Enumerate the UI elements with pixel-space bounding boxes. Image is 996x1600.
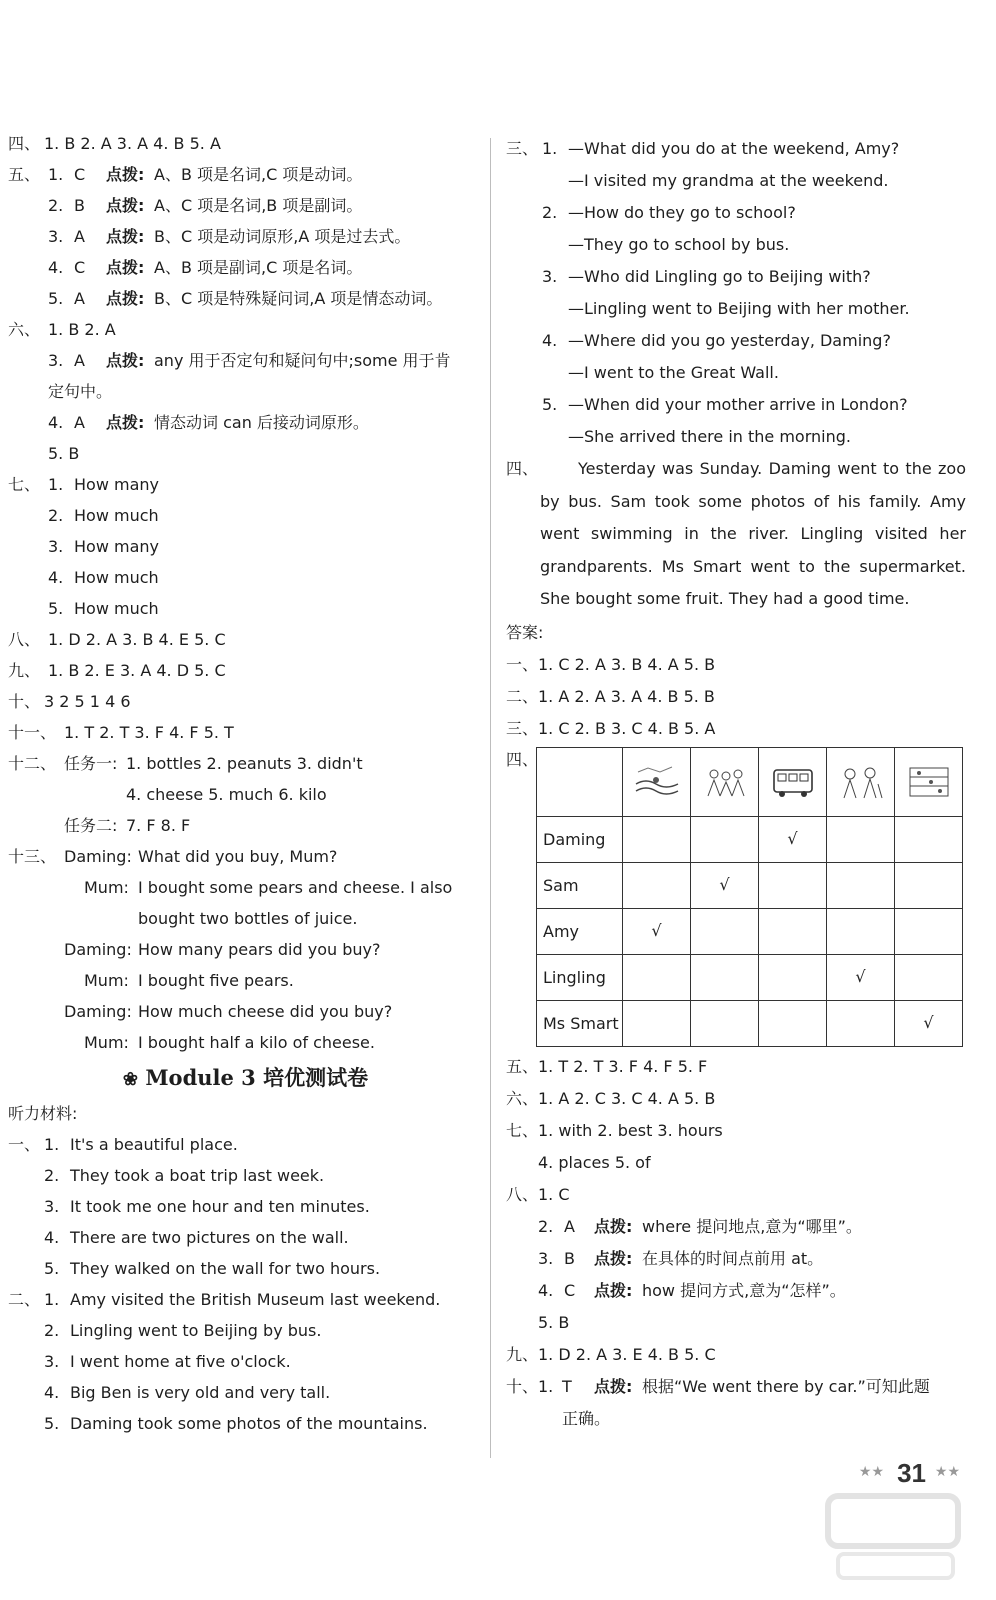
picture-bus <box>759 747 827 816</box>
grid-cell <box>691 954 759 1000</box>
grid-cell <box>623 1000 691 1046</box>
listening-2-item: 3. I went home at five o'clock. <box>44 1352 291 1371</box>
dialogue-answer: —They go to school by bus. <box>568 235 790 254</box>
section-6-item: 定句中。 <box>48 382 113 401</box>
grid-row <box>537 1000 963 1046</box>
dialogue-question: 3. —Who did Lingling go to Beijing with? <box>542 267 871 286</box>
row-name: Daming <box>537 816 623 862</box>
answer-7-line-2: 4. places 5. of <box>538 1152 651 1172</box>
picture-grandparents <box>827 747 895 816</box>
left-column <box>8 128 483 1439</box>
picture-river-swimming <box>623 747 691 816</box>
section-7-item: 2. How much <box>48 506 159 525</box>
dialogue-answer: —She arrived there in the morning. <box>568 427 851 446</box>
row-name: Lingling <box>537 954 623 1000</box>
grid-cell <box>759 862 827 908</box>
answer-3: 三、 1. C 2. B 3. C 4. B 5. A <box>506 718 716 738</box>
answers-label: 答案: <box>506 622 544 642</box>
module-title: ❀ Module 3 培优测试卷 <box>122 1065 369 1090</box>
answer-8-item: 2. A 点拨: where 提问地点,意为“哪里”。 <box>538 1216 862 1236</box>
stars-left: ★★ <box>858 1464 884 1480</box>
section-4: 四、 1. B 2. A 3. A 4. B 5. A <box>8 134 221 153</box>
answer-10: 十、 1. T 点拨: 根据“We went there by car.”可知此题 <box>506 1376 930 1396</box>
grid-cell <box>759 908 827 954</box>
section-7-item: 5. How much <box>48 599 159 618</box>
listening-1-item: 一、 1. It's a beautiful place. <box>8 1135 238 1154</box>
answer-8: 八、 1. C <box>506 1184 570 1204</box>
grid-cell <box>827 816 895 862</box>
section-13-line: 十三、 Daming: What did you buy, Mum? <box>8 847 338 866</box>
section-11: 十一、 1. T 2. T 3. F 4. F 5. T <box>8 723 234 742</box>
grid-row <box>537 816 963 862</box>
dialogue-question: 三、 1. —What did you do at the weekend, Amy? <box>506 139 900 158</box>
answer-5: 五、 1. T 2. T 3. F 4. F 5. F <box>506 1056 708 1076</box>
answer-4: 四、 Daming √ Sam √ Amy √ Lingling √ Ms Smart √ <box>506 745 986 1051</box>
dialogue-answer: —I went to the Great Wall. <box>568 363 779 382</box>
listening-1-item: 5. They walked on the wall for two hours. <box>44 1259 381 1278</box>
answer-2: 二、 1. A 2. A 3. A 4. B 5. B <box>506 686 715 706</box>
row-name: Sam <box>537 862 623 908</box>
grid-row <box>537 954 963 1000</box>
answer-1: 一、 1. C 2. A 3. B 4. A 5. B <box>506 654 716 674</box>
listening-2-item: 2. Lingling went to Beijing by bus. <box>44 1321 322 1340</box>
answer-7: 七、 1. with 2. best 3. hours <box>506 1120 723 1140</box>
section-7-item: 七、 1. How many <box>8 475 159 494</box>
grid-cell <box>827 908 895 954</box>
section-6-item: 4. A 点拨: 情态动词 can 后接动词原形。 <box>48 413 369 432</box>
grid-cell <box>895 954 963 1000</box>
listening-1-item: 2. They took a boat trip last week. <box>44 1166 325 1185</box>
grid-cell <box>691 816 759 862</box>
grid-cell <box>895 908 963 954</box>
section-4-passage: 四、 Yesterday was Sunday. Daming went to the zoo by bus. Sam took some photos of his family. Amy went swimming in the river. Lingling visited her grandparents. Ms Smart went to the supermarket. She bought some fruit. They had a good time. <box>506 459 966 608</box>
answer-10-line-2: 正确。 <box>562 1408 611 1428</box>
listening-2-item: 二、 1. Amy visited the British Museum last weekend. <box>8 1290 441 1309</box>
section-12-item: 4. cheese 5. much 6. kilo <box>126 785 327 804</box>
grid-cell <box>623 862 691 908</box>
grid-cell: √ <box>895 1000 963 1046</box>
dialogue-question: 2. —How do they go to school? <box>542 203 796 222</box>
section-5-item: 3. A 点拨: B、C 项是动词原形,A 项是过去式。 <box>48 227 411 246</box>
section-13-line: bought two bottles of juice. <box>138 909 358 928</box>
grid-cell <box>895 816 963 862</box>
row-name: Amy <box>537 908 623 954</box>
dialogue-question: 4. —Where did you go yesterday, Daming? <box>542 331 891 350</box>
activity-grid <box>536 747 963 1047</box>
section-13-line: Mum: I bought some pears and cheese. I also <box>84 878 453 897</box>
grid-cell <box>827 862 895 908</box>
grid-cell <box>827 1000 895 1046</box>
grid-row <box>537 862 963 908</box>
section-6-item: 3. A 点拨: any 用于否定句和疑问句中;some 用于肯 <box>48 351 451 370</box>
page-number: 31 <box>897 1458 926 1488</box>
row-name: Ms Smart <box>537 1000 623 1046</box>
section-13-line: Mum: I bought five pears. <box>84 971 294 990</box>
section-5-item: 五、 1. C 点拨: A、B 项是名词,C 项是动词。 <box>8 165 363 184</box>
watermark-logo-icon <box>818 1488 968 1588</box>
listening-2-item: 5. Daming took some photos of the mountains. <box>44 1414 428 1433</box>
section-7-item: 3. How many <box>48 537 159 556</box>
section-5-item: 2. B 点拨: A、C 项是名词,B 项是副词。 <box>48 196 363 215</box>
section-5-item: 5. A 点拨: B、C 项是特殊疑问词,A 项是情态动词。 <box>48 289 443 308</box>
grid-cell: √ <box>623 908 691 954</box>
section-13-line: Daming: How many pears did you buy? <box>64 940 381 959</box>
section-6-item: 5. B <box>48 444 80 463</box>
listening-1-item: 4. There are two pictures on the wall. <box>44 1228 349 1247</box>
grid-row <box>537 908 963 954</box>
grid-cell <box>623 954 691 1000</box>
grid-cell <box>691 908 759 954</box>
picture-family-photo <box>691 747 759 816</box>
dialogue-question: 5. —When did your mother arrive in London? <box>542 395 908 414</box>
paw-icon: ❀ <box>122 1069 138 1090</box>
section-6: 六、 1. B 2. A <box>8 320 116 339</box>
section-5-item: 4. C 点拨: A、B 项是副词,C 项是名词。 <box>48 258 363 277</box>
dialogue-answer: —I visited my grandma at the weekend. <box>568 171 889 190</box>
grid-cell <box>623 816 691 862</box>
section-12-item: 任务二: 7. F 8. F <box>64 816 191 835</box>
section-8: 八、 1. D 2. A 3. B 4. E 5. C <box>8 630 226 649</box>
listening-label: 听力材料: <box>8 1104 78 1123</box>
picture-supermarket <box>895 747 963 816</box>
grid-cell: √ <box>759 816 827 862</box>
grid-cell: √ <box>827 954 895 1000</box>
answer-9: 九、 1. D 2. A 3. E 4. B 5. C <box>506 1344 716 1364</box>
listening-1-item: 3. It took me one hour and ten minutes. <box>44 1197 370 1216</box>
grid-cell <box>895 862 963 908</box>
section-9: 九、 1. B 2. E 3. A 4. D 5. C <box>8 661 226 680</box>
section-13-line: Daming: How much cheese did you buy? <box>64 1002 393 1021</box>
section-7-item: 4. How much <box>48 568 159 587</box>
dialogue-answer: —Lingling went to Beijing with her mother. <box>568 299 910 318</box>
section-13-line: Mum: I bought half a kilo of cheese. <box>84 1033 375 1052</box>
stars-right: ★★ <box>934 1464 960 1480</box>
section-12: 十二、 任务一: 1. bottles 2. peanuts 3. didn't <box>8 754 363 773</box>
right-column <box>506 133 986 1435</box>
grid-cell: √ <box>691 862 759 908</box>
answer-8-item: 5. B <box>538 1312 570 1332</box>
answer-6: 六、 1. A 2. C 3. C 4. A 5. B <box>506 1088 716 1108</box>
answer-8-item: 3. B 点拨: 在具体的时间点前用 at。 <box>538 1248 824 1268</box>
grid-cell <box>759 954 827 1000</box>
grid-cell <box>691 1000 759 1046</box>
grid-corner <box>537 747 623 816</box>
section-10: 十、 3 2 5 1 4 6 <box>8 692 131 711</box>
listening-2-item: 4. Big Ben is very old and very tall. <box>44 1383 331 1402</box>
grid-header-row <box>537 747 963 816</box>
grid-cell <box>759 1000 827 1046</box>
answer-8-item: 4. C 点拨: how 提问方式,意为“怎样”。 <box>538 1280 846 1300</box>
column-divider <box>490 138 491 1458</box>
